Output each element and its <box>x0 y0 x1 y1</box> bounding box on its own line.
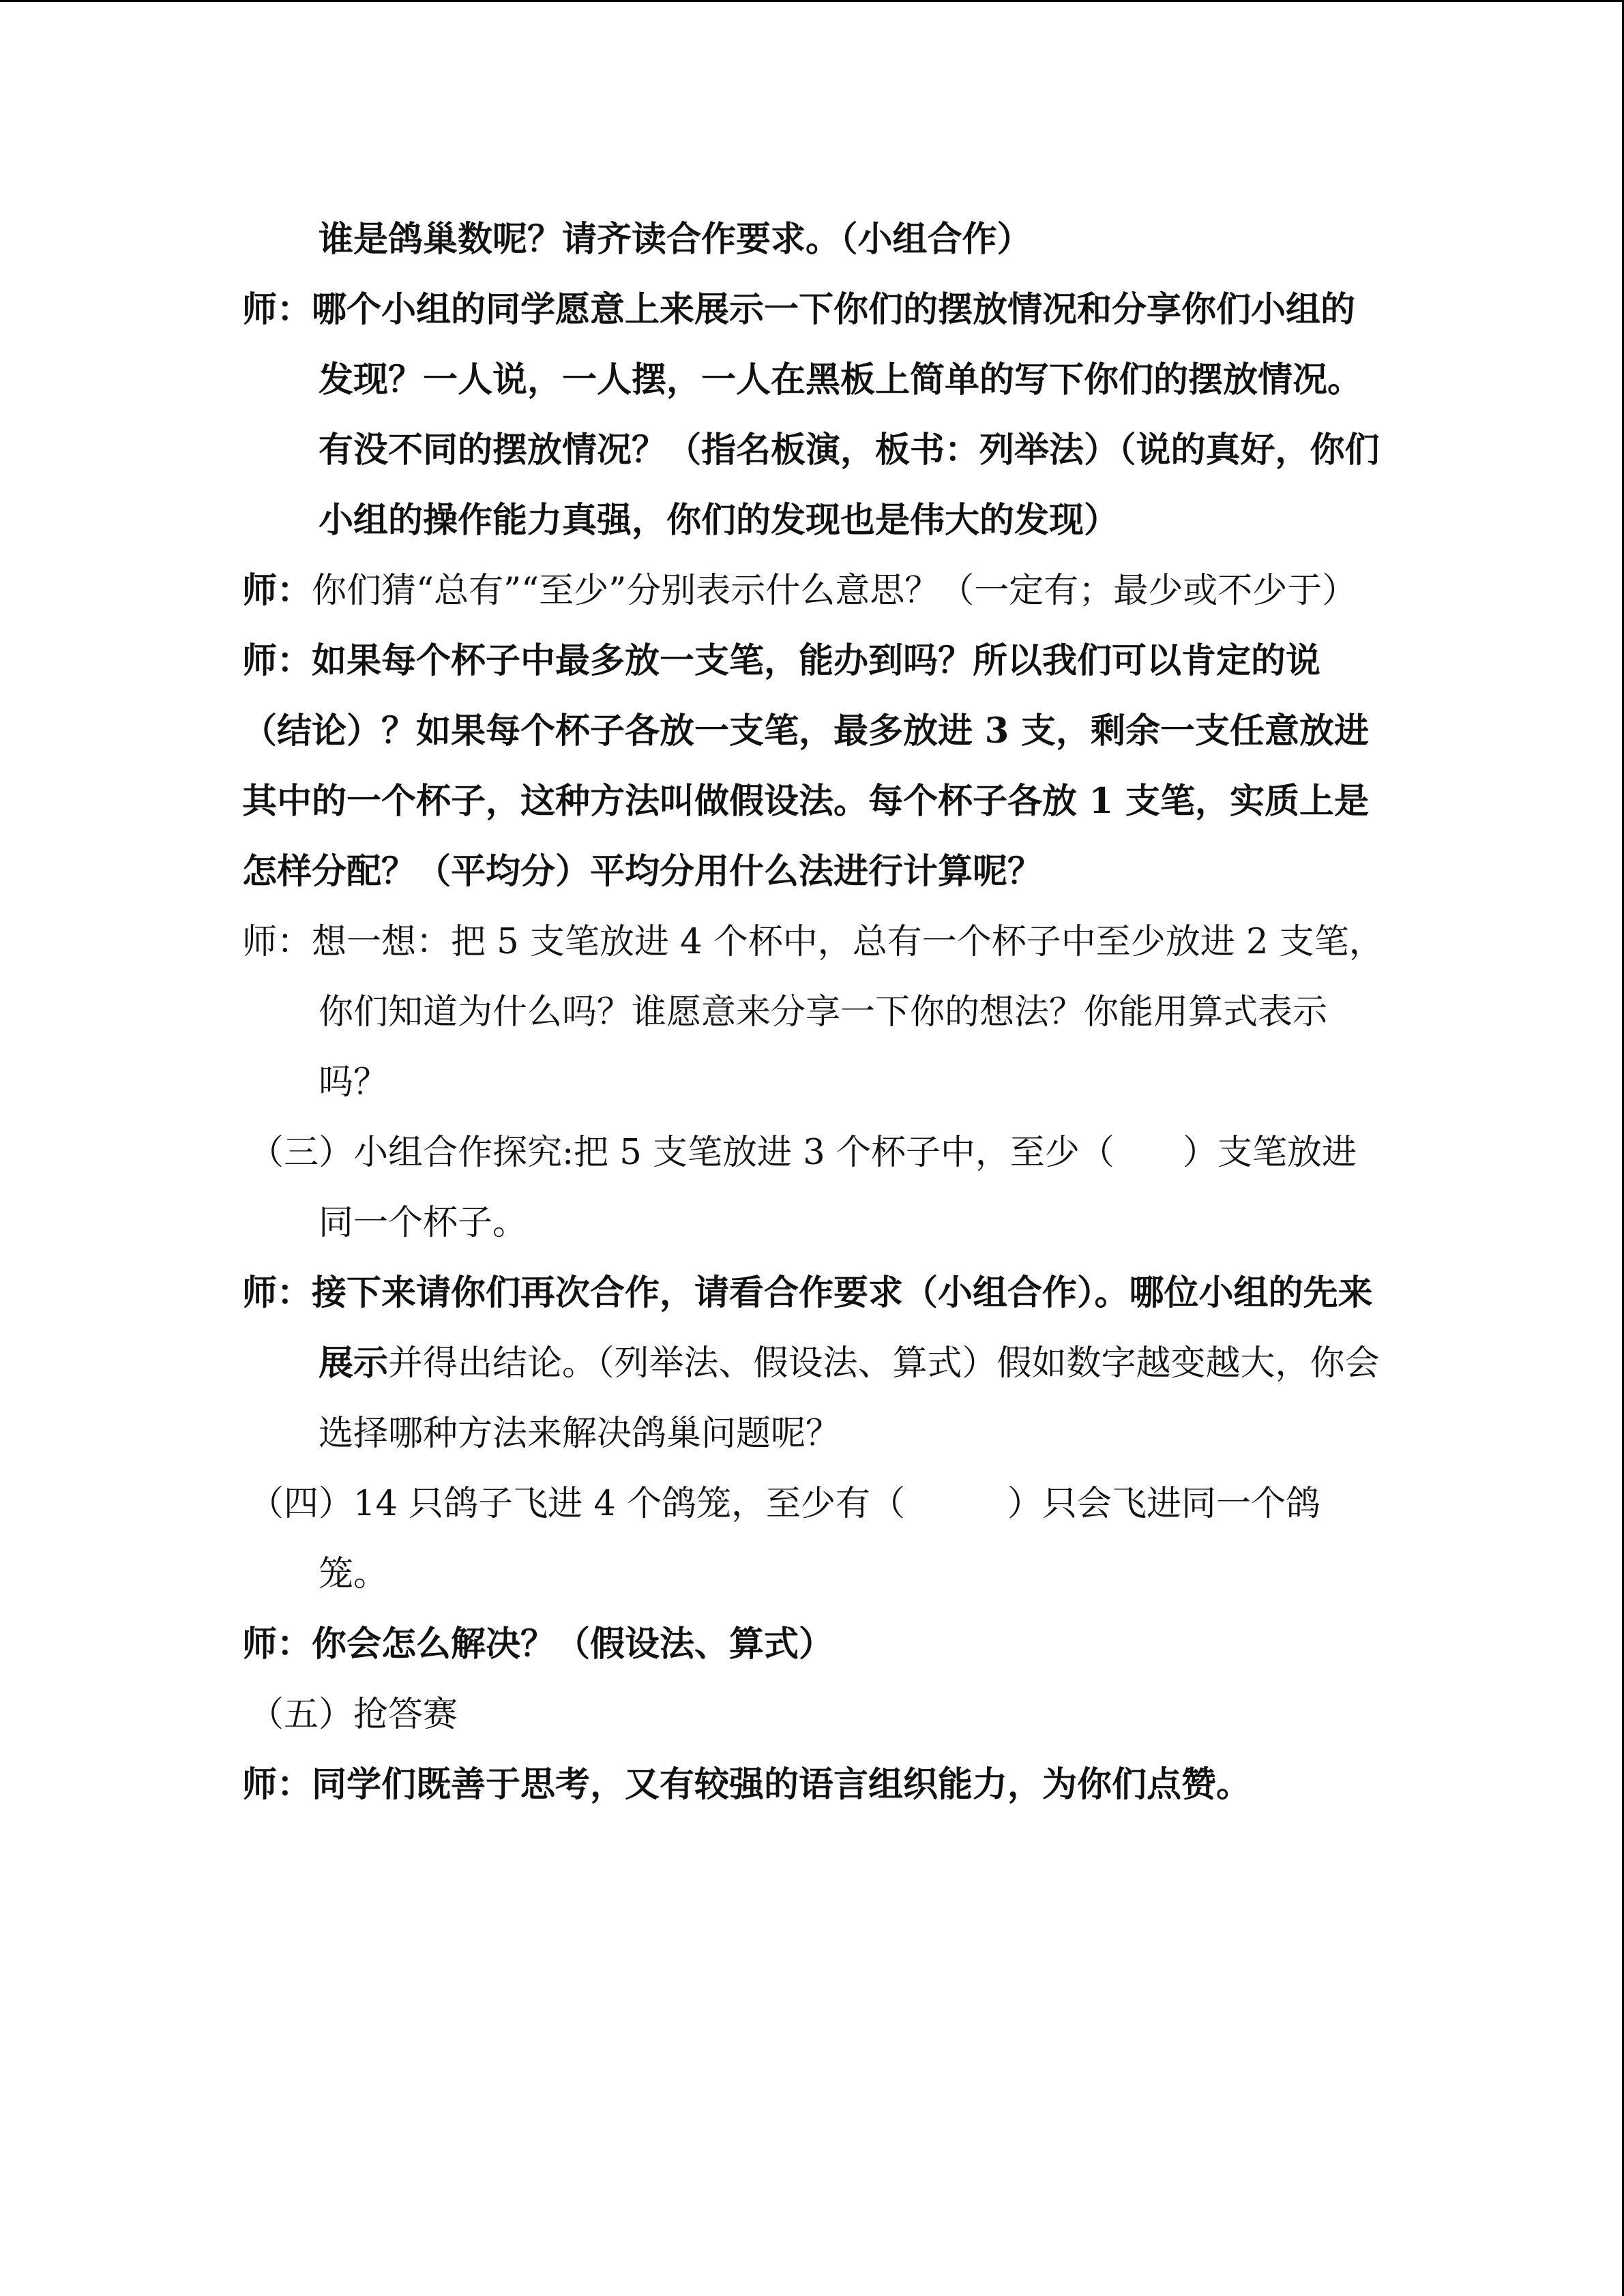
speaker-label: 师： <box>242 640 312 681</box>
paragraph-9-text: 你会怎么解决？（假设法、算式） <box>312 1624 834 1665</box>
paragraph-2-text: 哪个小组的同学愿意上来展示一下你们的摆放情况和分享你们小组的发现？一人说，一人摆，一人在黑板上简单的写下你们的摆放情况。有没不同的摆放情况？（指名板演，板书：列举法）（说的真好，你们小组的操作能力真强，你们的发现也是伟大的发现） <box>312 289 1380 541</box>
paragraph-1 <box>242 205 1388 275</box>
paragraph-11 <box>242 1750 1388 1820</box>
speaker-label: 师： <box>242 289 312 330</box>
paragraph-7-text: 并得出结论。（列举法、假设法、算式）假如数字越变越大，你会选择哪种方法来解决鸽巢问题呢？ <box>319 1343 1380 1454</box>
paragraph-3 <box>242 556 1388 626</box>
section-heading: （五）抢答赛 <box>249 1695 458 1735</box>
paragraph-9 <box>242 1609 1388 1680</box>
paragraph-6-text-pre: （三）小组合作探究:把 5 支笔放进 3 个杯子中，至少（ <box>249 1133 1114 1173</box>
paragraph-3-text: 你们猜“总有”“至少”分别表示什么意思？（一定有；最少或不少于） <box>312 571 1357 611</box>
speaker-label: 师： <box>242 922 312 962</box>
paragraph-5 <box>242 907 1388 1118</box>
paragraph-6 <box>242 1118 1388 1258</box>
document-body <box>242 205 1388 1820</box>
paragraph-8-text-pre: （四）14 只鸽子飞进 4 个鸽笼，至少有（ <box>249 1484 905 1524</box>
paragraph-1-text: 谁是鸽巢数呢？请齐读合作要求。（小组合作） <box>319 219 1032 260</box>
paragraph-4-text: 如果每个杯子中最多放一支笔，能办到吗？所以我们可以肯定的说（结论）？如果每个杯子各放一支笔，最多放进 3 支，剩余一支任意放进其中的一个杯子，这种方法叫做假设法。每个杯子各放 1 支笔，实质上是怎样分配？（平均分）平均分用什么法进行计算呢？ <box>242 640 1370 892</box>
speaker-label: 师： <box>242 1272 312 1313</box>
page-border-top <box>0 0 1624 2</box>
paragraph-4 <box>242 626 1388 907</box>
paragraph-5-text: 想一想：把 5 支笔放进 4 个杯中，总有一个杯子中至少放进 2 支笔，你们知道为什么吗？谁愿意来分享一下你的想法？你能用算式表示吗？ <box>312 922 1384 1103</box>
paragraph-2 <box>242 275 1388 556</box>
speaker-label: 师： <box>242 570 312 611</box>
paragraph-10 <box>242 1680 1388 1750</box>
paragraph-8-text-post: ）只会飞进同一个鸽笼。 <box>319 1484 1320 1594</box>
speaker-label: 师： <box>242 1624 312 1665</box>
speaker-label: 师： <box>242 1764 312 1805</box>
paragraph-6-text-post: ）支笔放进同一个杯子。 <box>319 1133 1357 1243</box>
paragraph-11-text: 同学们既善于思考，又有较强的语言组织能力，为你们点赞。 <box>312 1764 1252 1805</box>
paragraph-7-bold-text: 接下来请你们再次合作，请看合作要求（小组合作）。哪位小组的先来展示 <box>312 1272 1373 1384</box>
paragraph-8 <box>242 1469 1388 1609</box>
paragraph-7 <box>242 1258 1388 1469</box>
